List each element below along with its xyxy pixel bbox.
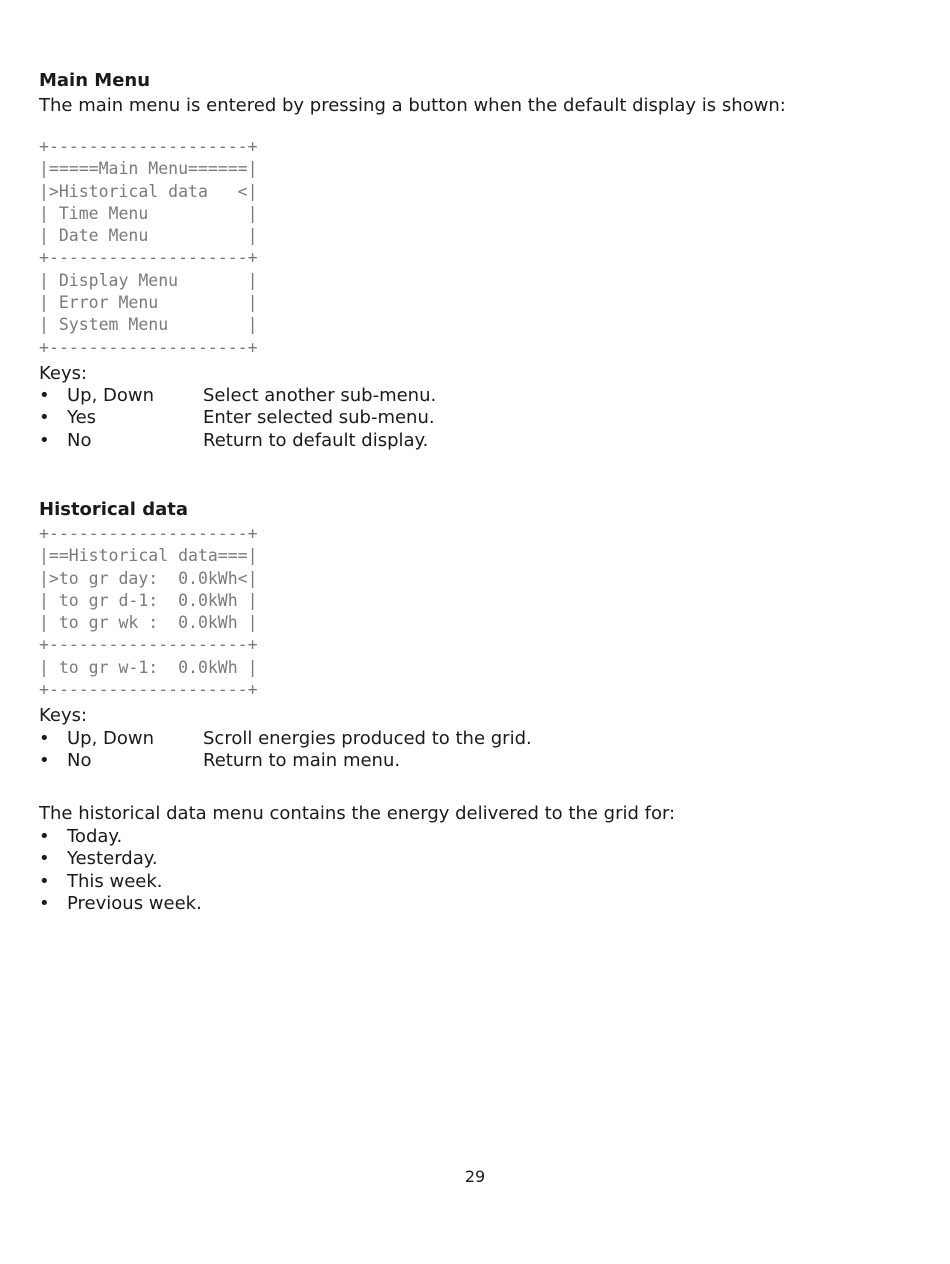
bullet: • [39,848,50,870]
bullet: • [39,429,50,451]
main-menu-heading: Main Menu [39,70,151,91]
historical-data-display [39,523,258,701]
display-line: | Error Menu | [39,293,258,313]
period-text: This week. [67,870,163,892]
page-number: 29 [464,1167,486,1186]
display-line: | to gr w-1: 0.0kWh | [39,657,258,677]
display-line: | System Menu | [39,315,258,335]
display-line: |>to gr day: 0.0kWh<| [39,568,258,588]
key-description: Return to main menu. [203,750,401,772]
display-line: |==Historical data===| [39,546,258,566]
main-menu-display [39,136,258,359]
historical-data-heading: Historical data [39,499,189,520]
display-line: | to gr d-1: 0.0kWh | [39,590,258,610]
display-line: +--------------------+ [39,524,258,543]
key-name: No [67,429,92,451]
key-name: Up, Down [67,728,155,749]
historical-summary: The historical data menu contains the energy delivered to the grid for: [39,803,676,824]
display-line: | Display Menu | [39,270,258,290]
bullet: • [39,385,50,406]
historical-keys-label: Keys: [39,705,88,726]
bullet: • [39,750,50,772]
display-line: +--------------------+ [39,248,258,268]
display-line: +--------------------+ [39,337,258,357]
bullet: • [39,728,50,749]
main-menu-keys-label: Keys: [39,363,88,384]
bullet: • [39,407,50,429]
display-line: |>Historical data <| [39,181,258,201]
period-text: Previous week. [67,893,202,915]
key-description: Enter selected sub-menu. [203,407,435,429]
key-description: Scroll energies produced to the grid. [203,728,532,749]
key-name: No [67,750,92,772]
bullet: • [39,826,50,847]
display-line: | to gr wk : 0.0kWh | [39,613,258,633]
display-line: |=====Main Menu======| [39,159,258,179]
period-text: Today. [67,826,123,847]
key-name: Yes [67,407,97,429]
display-line: | Date Menu | [39,226,258,246]
key-description: Select another sub-menu. [203,385,437,406]
display-line: +--------------------+ [39,635,258,655]
bullet: • [39,870,50,892]
display-line: | Time Menu | [39,203,258,223]
key-name: Up, Down [67,385,155,406]
main-menu-intro: The main menu is entered by pressing a button when the default display is shown: [39,95,786,116]
period-text: Yesterday. [67,848,158,870]
display-line: +--------------------+ [39,680,258,700]
display-line: +--------------------+ [39,137,258,156]
bullet: • [39,893,50,915]
key-description: Return to default display. [203,429,429,451]
